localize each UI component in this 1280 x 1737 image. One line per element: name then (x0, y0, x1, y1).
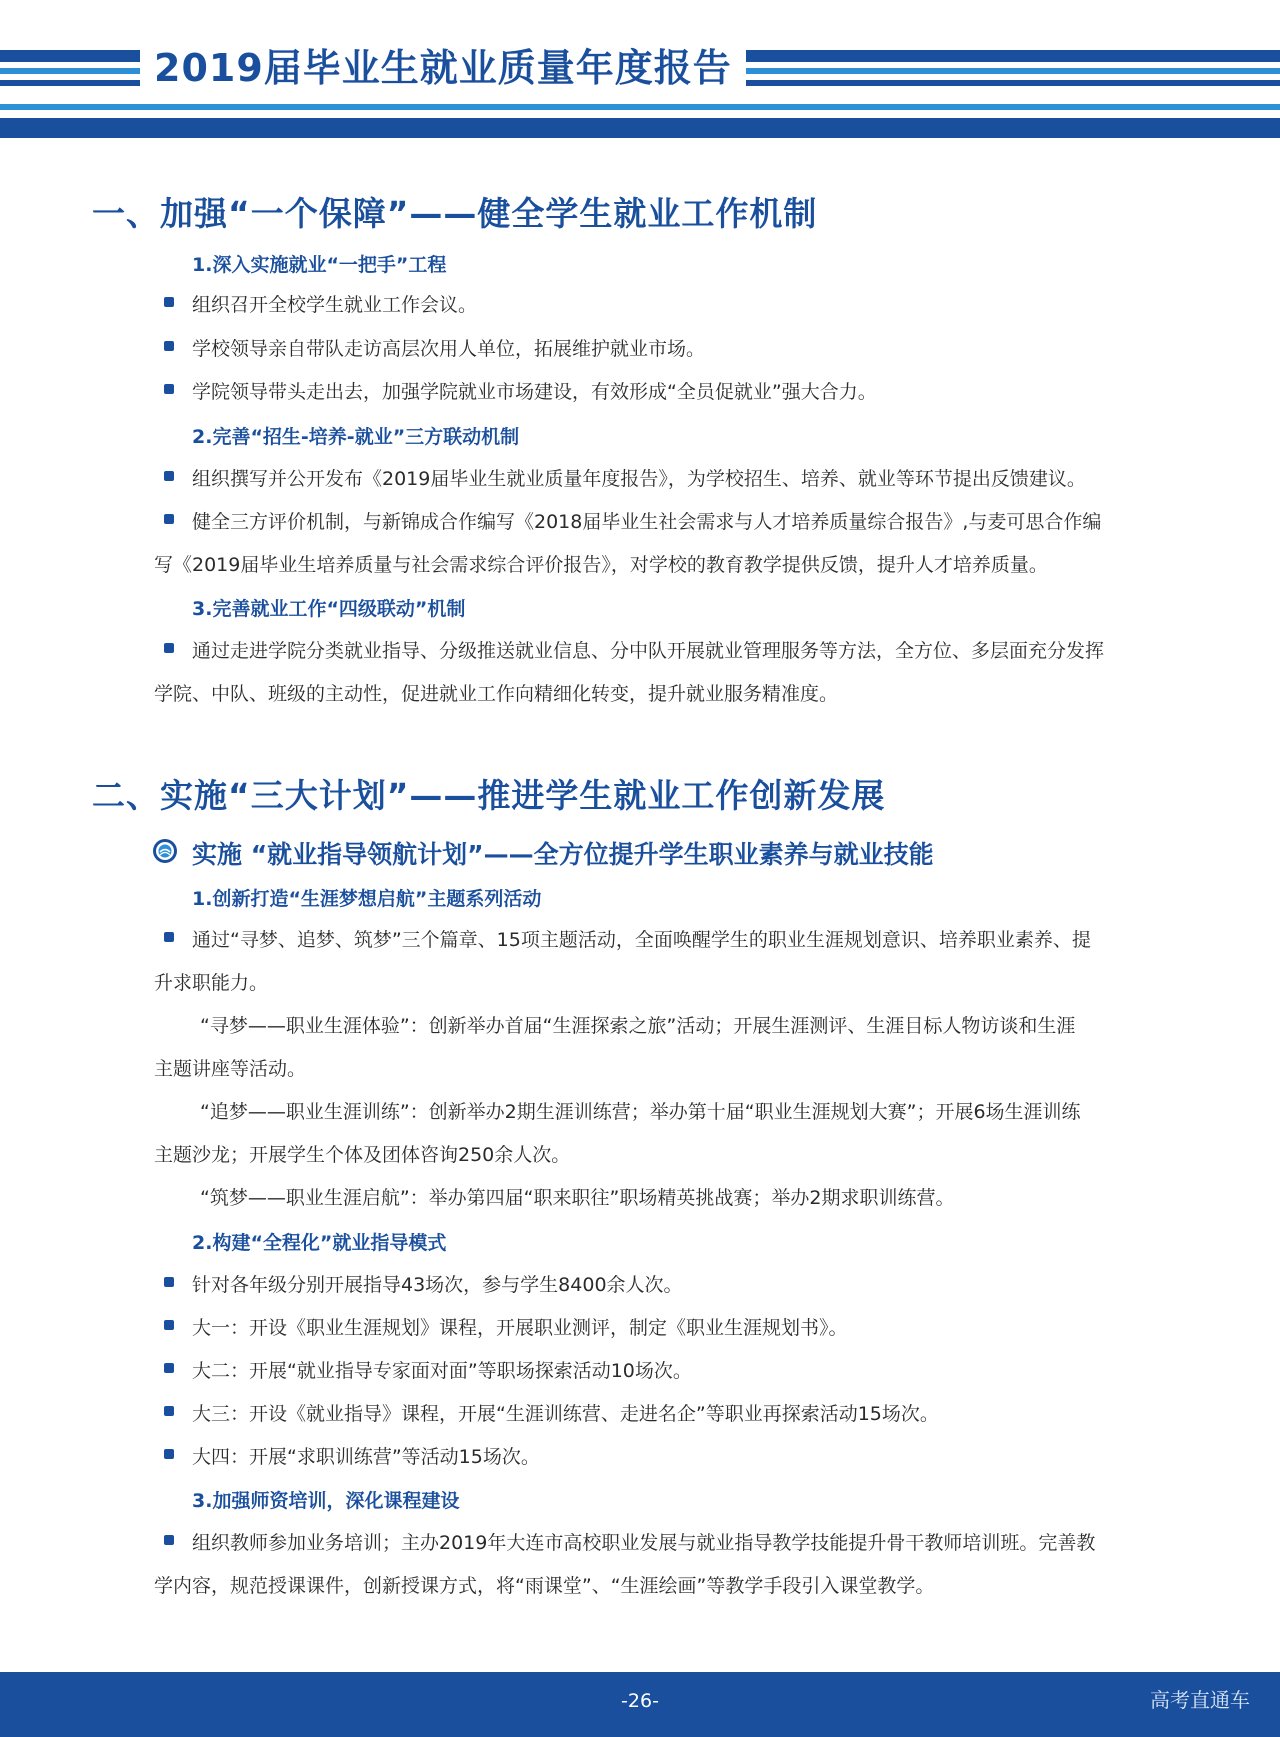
emblem-icon (152, 838, 178, 864)
paragraph-line: “寻梦——职业生涯体验”：创新举办首届“生涯探索之旅”活动；开展生涯测评、生涯目标人物访谈和生涯 (200, 1015, 1076, 1037)
section2-plan-title: 实施 “就业指导领航计划”——全方位提升学生职业素养与就业技能 (192, 840, 934, 869)
bullet (164, 1406, 174, 1416)
section2-title: 二、实施“三大计划”——推进学生就业工作创新发展 (92, 776, 886, 815)
bullet (164, 471, 174, 481)
paragraph-line: “追梦——职业生涯训练”：创新举办2期生涯训练营；举办第十届“职业生涯规划大赛”；开展6场生涯训练 (200, 1101, 1081, 1123)
section1-sub2-title: 2.完善“招生-培养-就业”三方联动机制 (192, 426, 520, 448)
list-item-continued: 学院、中队、班级的主动性，促进就业工作向精细化转变，提升就业服务精准度。 (154, 683, 839, 705)
bullet (164, 932, 174, 942)
bullet (164, 643, 174, 653)
page-number: -26- (621, 1690, 659, 1712)
list-item-continued: 升求职能力。 (154, 972, 269, 994)
paragraph-line: “筑梦——职业生涯启航”：举办第四届“职来职往”职场精英挑战赛；举办2期求职训练营。 (200, 1187, 955, 1209)
header-title: 2019届毕业生就业质量年度报告 (140, 38, 746, 98)
section1-sub1-title: 1.深入实施就业“一把手”工程 (192, 254, 447, 276)
section2-sub3-title: 3.加强师资培训，深化课程建设 (192, 1490, 460, 1512)
list-item: 大三：开设《就业指导》课程，开展“生涯训练营、走进名企”等职业再探索活动15场次。 (192, 1403, 939, 1425)
list-item-continued: 写《2019届毕业生培养质量与社会需求综合评价报告》，对学校的教育教学提供反馈，提升人才培养质量。 (154, 554, 1048, 576)
bullet (164, 297, 174, 307)
list-item: 大一：开设《职业生涯规划》课程，开展职业测评，制定《职业生涯规划书》。 (192, 1317, 848, 1339)
list-item: 组织召开全校学生就业工作会议。 (192, 294, 478, 316)
bullet (164, 514, 174, 524)
bullet (164, 1449, 174, 1459)
list-item: 学校领导亲自带队走访高层次用人单位，拓展维护就业市场。 (192, 338, 706, 360)
header-stripe-bottom-light (0, 104, 1280, 110)
paragraph-line: 主题沙龙；开展学生个体及团体咨询250余人次。 (154, 1144, 571, 1166)
list-item: 组织教师参加业务培训；主办2019年大连市高校职业发展与就业指导教学技能提升骨干教师培训班。完善教 (192, 1532, 1096, 1554)
section2-sub1-title: 1.创新打造“生涯梦想启航”主题系列活动 (192, 888, 542, 910)
section2-sub2-title: 2.构建“全程化”就业指导模式 (192, 1232, 447, 1254)
bullet (164, 1535, 174, 1545)
section1-sub3-title: 3.完善就业工作“四级联动”机制 (192, 598, 466, 620)
list-item: 大四：开展“求职训练营”等活动15场次。 (192, 1446, 540, 1468)
list-item: 健全三方评价机制，与新锦成合作编写《2018届毕业生社会需求与人才培养质量综合报告》,与麦可思合作编 (192, 511, 1102, 533)
bullet (164, 1277, 174, 1287)
list-item: 大二：开展“就业指导专家面对面”等职场探索活动10场次。 (192, 1360, 692, 1382)
list-item: 通过走进学院分类就业指导、分级推送就业信息、分中队开展就业管理服务等方法，全方位、多层面充分发挥 (192, 640, 1105, 662)
header-stripe-bottom-dark (0, 118, 1280, 138)
list-item: 通过“寻梦、追梦、筑梦”三个篇章、15项主题活动，全面唤醒学生的职业生涯规划意识、培养职业素养、提 (192, 929, 1091, 951)
list-item: 组织撰写并公开发布《2019届毕业生就业质量年度报告》，为学校招生、培养、就业等环节提出反馈建议。 (192, 468, 1086, 490)
bullet (164, 341, 174, 351)
bullet (164, 384, 174, 394)
list-item: 针对各年级分别开展指导43场次，参与学生8400余人次。 (192, 1274, 683, 1296)
list-item-continued: 学内容，规范授课课件，创新授课方式，将“雨课堂”、“生涯绘画”等教学手段引入课堂教学。 (154, 1575, 935, 1597)
section1-title: 一、加强“一个保障”——健全学生就业工作机制 (92, 194, 818, 233)
bullet (164, 1320, 174, 1330)
bullet (164, 1363, 174, 1373)
paragraph-line: 主题讲座等活动。 (154, 1058, 307, 1080)
list-item: 学院领导带头走出去，加强学院就业市场建设，有效形成“全员促就业”强大合力。 (192, 381, 877, 403)
watermark-brand: 高考直通车 (1150, 1688, 1250, 1712)
